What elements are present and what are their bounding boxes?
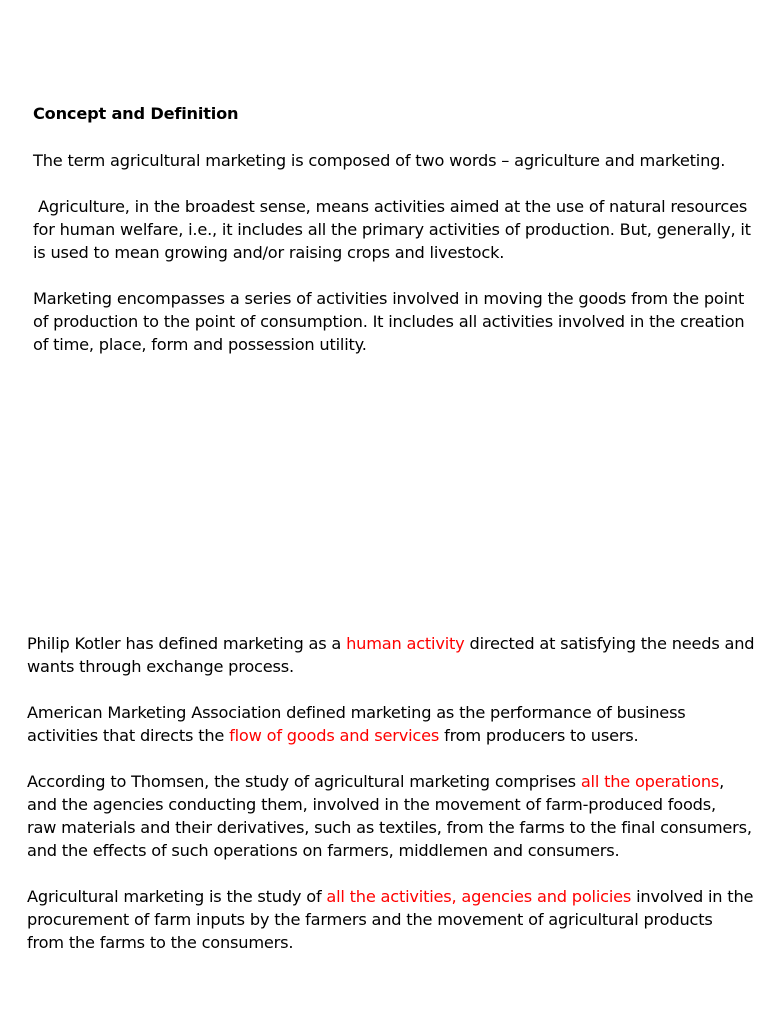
- thomsen-highlight: all the operations: [580, 772, 720, 791]
- agriculture-paragraph: [33, 195, 751, 264]
- thomsen-line-3: raw materials and their derivatives, such as textiles, from the farms to the final consumers,: [27, 818, 752, 837]
- kotler-text-before: Philip Kotler has defined marketing as a: [27, 634, 347, 653]
- thomsen-definition-paragraph: [27, 770, 752, 862]
- thomsen-text-before: According to Thomsen, the study of agricultural marketing comprises: [27, 772, 581, 791]
- marketing-line-1: Marketing encompasses a series of activities involved in moving the goods from the point: [33, 289, 745, 308]
- marketing-paragraph: [33, 287, 745, 356]
- thomsen-line-4: and the effects of such operations on farmers, middlemen and consumers.: [27, 841, 620, 860]
- study-highlight: all the activities, agencies and policies: [326, 887, 632, 906]
- thomsen-line-1: [27, 770, 743, 793]
- ama-line-1: American Marketing Association defined marketing as the performance of business: [27, 703, 686, 722]
- thomsen-line-2: and the agencies conducting them, involved in the movement of farm-produced foods,: [27, 795, 716, 814]
- agriculture-line-1: Agriculture, in the broadest sense, means activities aimed at the use of natural resources: [33, 197, 748, 216]
- study-definition-paragraph: [27, 885, 754, 954]
- kotler-line-2: wants through exchange process.: [27, 657, 294, 676]
- ama-definition-paragraph: [27, 701, 743, 747]
- study-text-after: involved in the: [631, 887, 754, 906]
- marketing-line-2: of production to the point of consumption. It includes all activities involved in the creation: [33, 312, 745, 331]
- thomsen-text-after: ,: [719, 772, 725, 791]
- ama-text-before: activities that directs the: [27, 726, 230, 745]
- ama-highlight: flow of goods and services: [229, 726, 440, 745]
- kotler-definition-paragraph: [27, 632, 755, 678]
- agriculture-line-3: is used to mean growing and/or raising crops and livestock.: [33, 243, 505, 262]
- kotler-text-after: directed at satisfying the needs and: [464, 634, 755, 653]
- study-line-1: [27, 885, 754, 908]
- study-line-3: from the farms to the consumers.: [27, 933, 294, 952]
- marketing-line-3: of time, place, form and possession utility.: [33, 335, 367, 354]
- agriculture-line-2: for human welfare, i.e., it includes all the primary activities of production. But, generally, it: [33, 220, 751, 239]
- study-line-2: procurement of farm inputs by the farmers and the movement of agricultural products: [27, 910, 713, 929]
- study-text-before: Agricultural marketing is the study of: [27, 887, 327, 906]
- kotler-line-1: [27, 632, 755, 655]
- kotler-highlight: human activity: [346, 634, 465, 653]
- ama-text-after: from producers to users.: [439, 726, 639, 745]
- intro-paragraph: The term agricultural marketing is composed of two words – agriculture and marketing.: [33, 151, 726, 170]
- section-title: Concept and Definition: [33, 104, 239, 123]
- ama-line-2: [27, 724, 743, 747]
